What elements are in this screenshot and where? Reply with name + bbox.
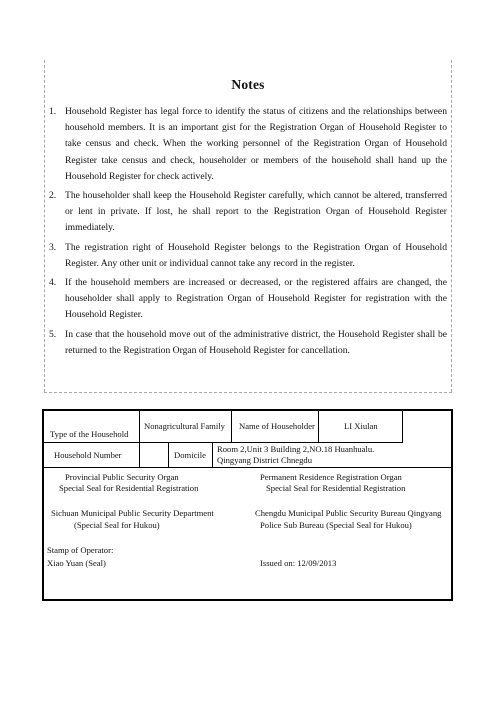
type-label: Type of the Household (50, 429, 129, 439)
domicile-line-1: Room 2,Unit 3 Building 2,NO.18 Huanhualu. (217, 444, 375, 454)
note-item-5: 5. In case that the household move out of the administrative district, the Household Register shall be returned to the Registration Organ of Household Register for cancellation. (49, 328, 447, 356)
seal-sichuan-line-2: (Special Seal for Hukou) (74, 520, 160, 530)
issued-date: Issued on: 12/09/2013 (260, 558, 337, 568)
seal-permanent-line-2: Special Seal for Residential Registration (266, 483, 406, 493)
householder-value: LI Xiulan (344, 421, 378, 431)
notes-title: Notes (231, 77, 265, 92)
note-item-2-text: The householder shall keep the Household Register carefully, which cannot be altered, transferred or lent in private. If lost, he shall report to the Registration Organ of Household Register immediately. (65, 190, 447, 234)
notes-right-border (451, 60, 452, 392)
householder-label-cell (232, 411, 319, 443)
seal-chengdu-line-2: Police Sub Bureau (Special Seal for Hukou) (260, 520, 412, 530)
seal-provincial-line-2: Special Seal for Residential Registration (59, 483, 199, 493)
note-item-2: 2. The householder shall keep the Household Register carefully, which cannot be altered, transferred or lent in private. If lost, he shall report to the Registration Organ of Household Register immediately. (49, 190, 447, 234)
householder-label: Name of Householder (239, 421, 315, 431)
note-item-3-text: The registration right of Household Register belongs to the Registration Organ of Household Register. Any other unit or individual cannot take any record in the register. (65, 241, 447, 269)
number-label-cell (44, 443, 140, 468)
notes-bottom-border (44, 392, 452, 393)
notes-list (49, 104, 447, 362)
stamp-label: Stamp of Operator: (47, 545, 114, 555)
seal-chengdu-line-1: Chengdu Municipal Public Security Bureau Qingyang (255, 508, 442, 518)
domicile-value-cell (213, 443, 453, 468)
note-item-5-text: In case that the household move out of the administrative district, the Household Register shall be returned to the Registration Organ of Household Register for cancellation. (65, 328, 447, 356)
domicile-label: Domicile (174, 450, 206, 460)
domicile-label-cell (169, 443, 213, 468)
household-register-card (42, 409, 453, 601)
seal-sichuan-line-1: Sichuan Municipal Public Security Department (51, 508, 214, 518)
seal-provincial-line-1: Provincial Public Security Organ (65, 472, 179, 482)
domicile-line-2: Qingyang District Chnegdu (217, 455, 312, 465)
operator-name: Xiao Yuan (Seal) (47, 558, 106, 568)
note-item-1-text: Household Register has legal force to identify the status of citizens and the relationships between household members. It is an important gist for the Registration Organ of Household Register to take census and check. When the working personnel of the Registration Organ of Household Register take census and check, householder or members of the household shall hand up the Household Register for check actively. (65, 106, 447, 182)
type-value-cell (140, 411, 232, 443)
number-value-cell (140, 443, 169, 468)
note-item-4: 4. If the household members are increased or decreased, or the registered affairs are changed, the householder shall apply to Registration Organ of Household Register for registration with the Household Register. (49, 277, 447, 321)
householder-value-cell (319, 411, 403, 443)
note-item-4-text: If the household members are increased or decreased, or the registered affairs are changed, the householder shall apply to Registration Organ of Household Register for registration with the Household Register. (65, 277, 447, 321)
type-value: Nonagricultural Family (144, 421, 225, 431)
note-item-1: 1. Household Register has legal force to identify the status of citizens and the relationships between household members. It is an important gist for the Registration Organ of Household Register to take census and check. When the working personnel of the Registration Organ of Household Register take census and check, householder or members of the household shall hand up the Household Register for check actively. (49, 106, 447, 182)
seal-permanent-line-1: Permanent Residence Registration Organ (260, 472, 402, 482)
number-label: Household Number (54, 450, 122, 460)
notes-left-border (44, 60, 45, 392)
note-item-3: 3. The registration right of Household Register belongs to the Registration Organ of Household Register. Any other unit or individual cannot take any record in the register. (49, 241, 447, 269)
type-label-cell (44, 411, 140, 443)
